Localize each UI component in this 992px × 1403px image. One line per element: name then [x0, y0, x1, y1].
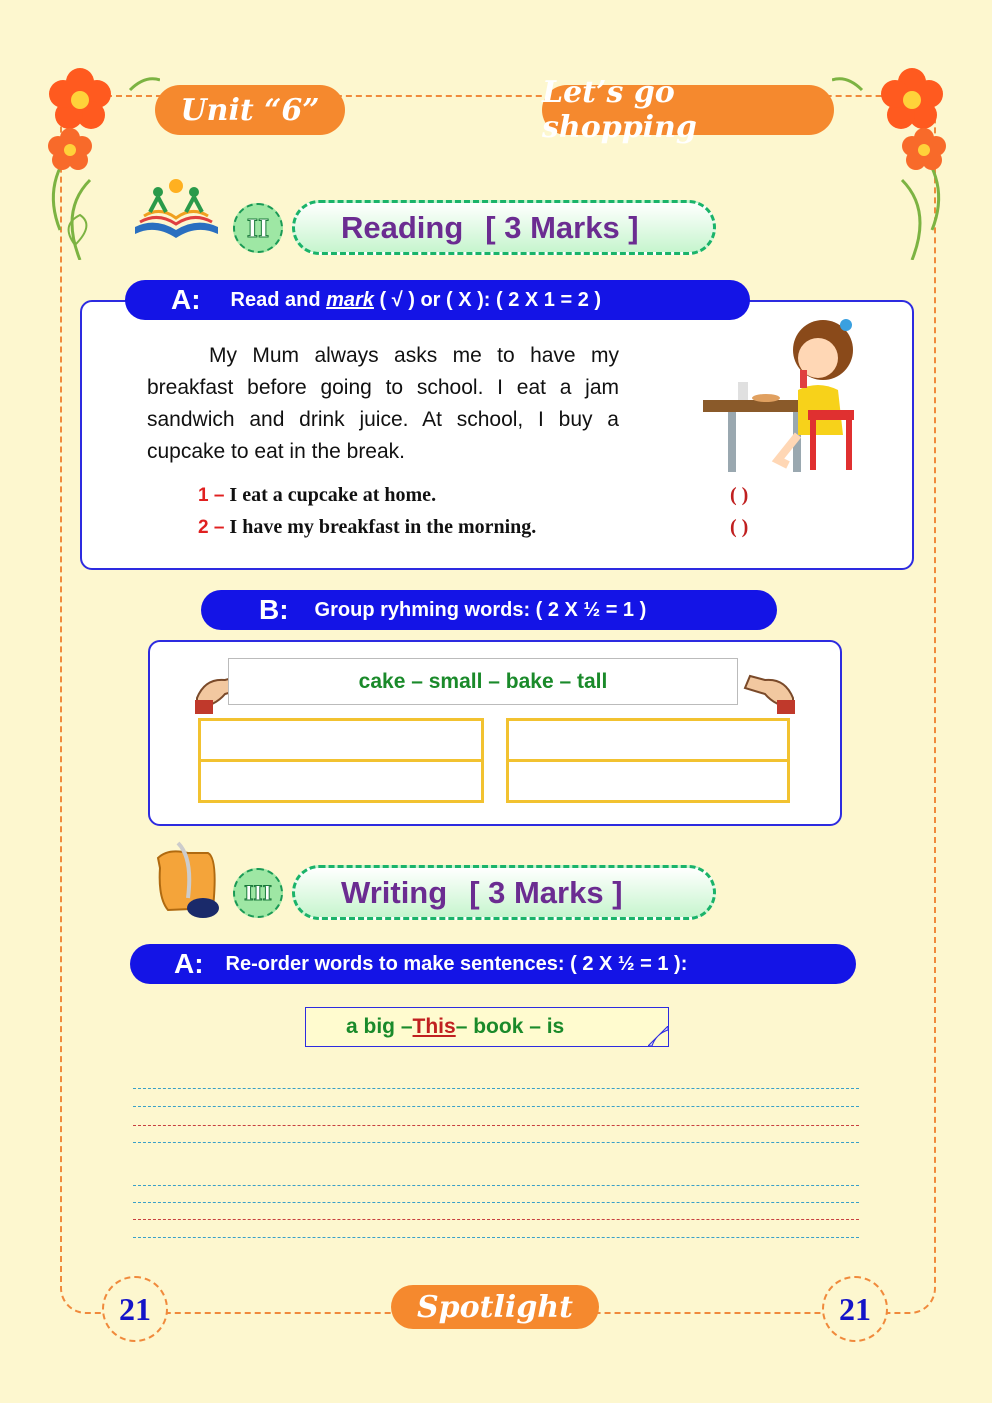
answer-cell[interactable] [506, 718, 790, 762]
answer-cell[interactable] [198, 759, 484, 803]
question-text: I have my breakfast in the morning. [229, 516, 537, 538]
writing-title: Writing [341, 874, 448, 910]
instruction-text-end: ( √ ) or ( X ): ( 2 X 1 = 2 ) [373, 288, 602, 311]
scroll-quill-icon [148, 838, 228, 922]
reading-b-instruction-bar [201, 590, 777, 630]
question-text: I eat a cupcake at home. [229, 484, 437, 506]
flower-corner-right-icon [832, 60, 972, 260]
reading-marks: [ 3 Marks ] [485, 209, 639, 245]
reading-a-instruction-bar [125, 280, 750, 320]
word-banner: cake – small – bake – tall [228, 658, 738, 705]
writing-line [133, 1142, 859, 1143]
writing-title-banner [292, 865, 716, 920]
answer-cell[interactable] [506, 759, 790, 803]
reading-title: Reading [341, 209, 464, 245]
part-letter: A: [174, 948, 204, 979]
instruction-text: Read and [230, 288, 327, 311]
page-number-left: 21 [102, 1276, 168, 1342]
writing-marks: [ 3 Marks ] [469, 874, 623, 910]
writing-line [133, 1219, 859, 1220]
instruction-mark-word: mark [326, 288, 374, 311]
page-curl-icon [648, 1026, 670, 1048]
answer-cell[interactable] [198, 718, 484, 762]
part-letter: B: [259, 594, 289, 625]
brand-badge: Spotlight [391, 1285, 599, 1329]
part-letter: A: [171, 284, 201, 315]
writing-line [133, 1088, 859, 1089]
words-post: – book – is [455, 1015, 565, 1038]
reading-passage: My Mum always asks me to have my breakfast before going to school. I eat a jam sandwich and drink juice. At school, I buy a cupcake to eat in the break. [147, 344, 619, 463]
writing-line [133, 1106, 859, 1107]
unit-label: Unit “6” [155, 85, 345, 135]
question-2 [198, 516, 536, 539]
question-1 [198, 484, 436, 507]
word-card [305, 1007, 669, 1047]
words-pre: a big – [346, 1015, 413, 1038]
writing-a-instruction-bar [130, 944, 856, 984]
writing-line [133, 1202, 859, 1203]
section-numeral-reading: II [233, 203, 283, 253]
instruction-text: Group ryhming words: ( 2 X ½ = 1 ) [314, 598, 647, 621]
topic-title: Let’s go shopping [542, 85, 834, 135]
reading-book-icon [130, 172, 222, 242]
reading-title-banner [292, 200, 716, 255]
writing-line [133, 1125, 859, 1126]
writing-line [133, 1237, 859, 1238]
section-numeral-writing: III [233, 868, 283, 918]
answer-box-1[interactable]: ( ) [730, 484, 749, 506]
words-key: This [412, 1015, 456, 1038]
question-number: 1 – [198, 485, 225, 506]
instruction-text: Re-order words to make sentences: ( 2 X ½ = 1 ): [225, 952, 688, 975]
question-number: 2 – [198, 517, 225, 538]
page-number-right: 21 [822, 1276, 888, 1342]
girl-eating-illustration [698, 310, 878, 480]
answer-box-2[interactable]: ( ) [730, 516, 749, 538]
writing-line [133, 1185, 859, 1186]
